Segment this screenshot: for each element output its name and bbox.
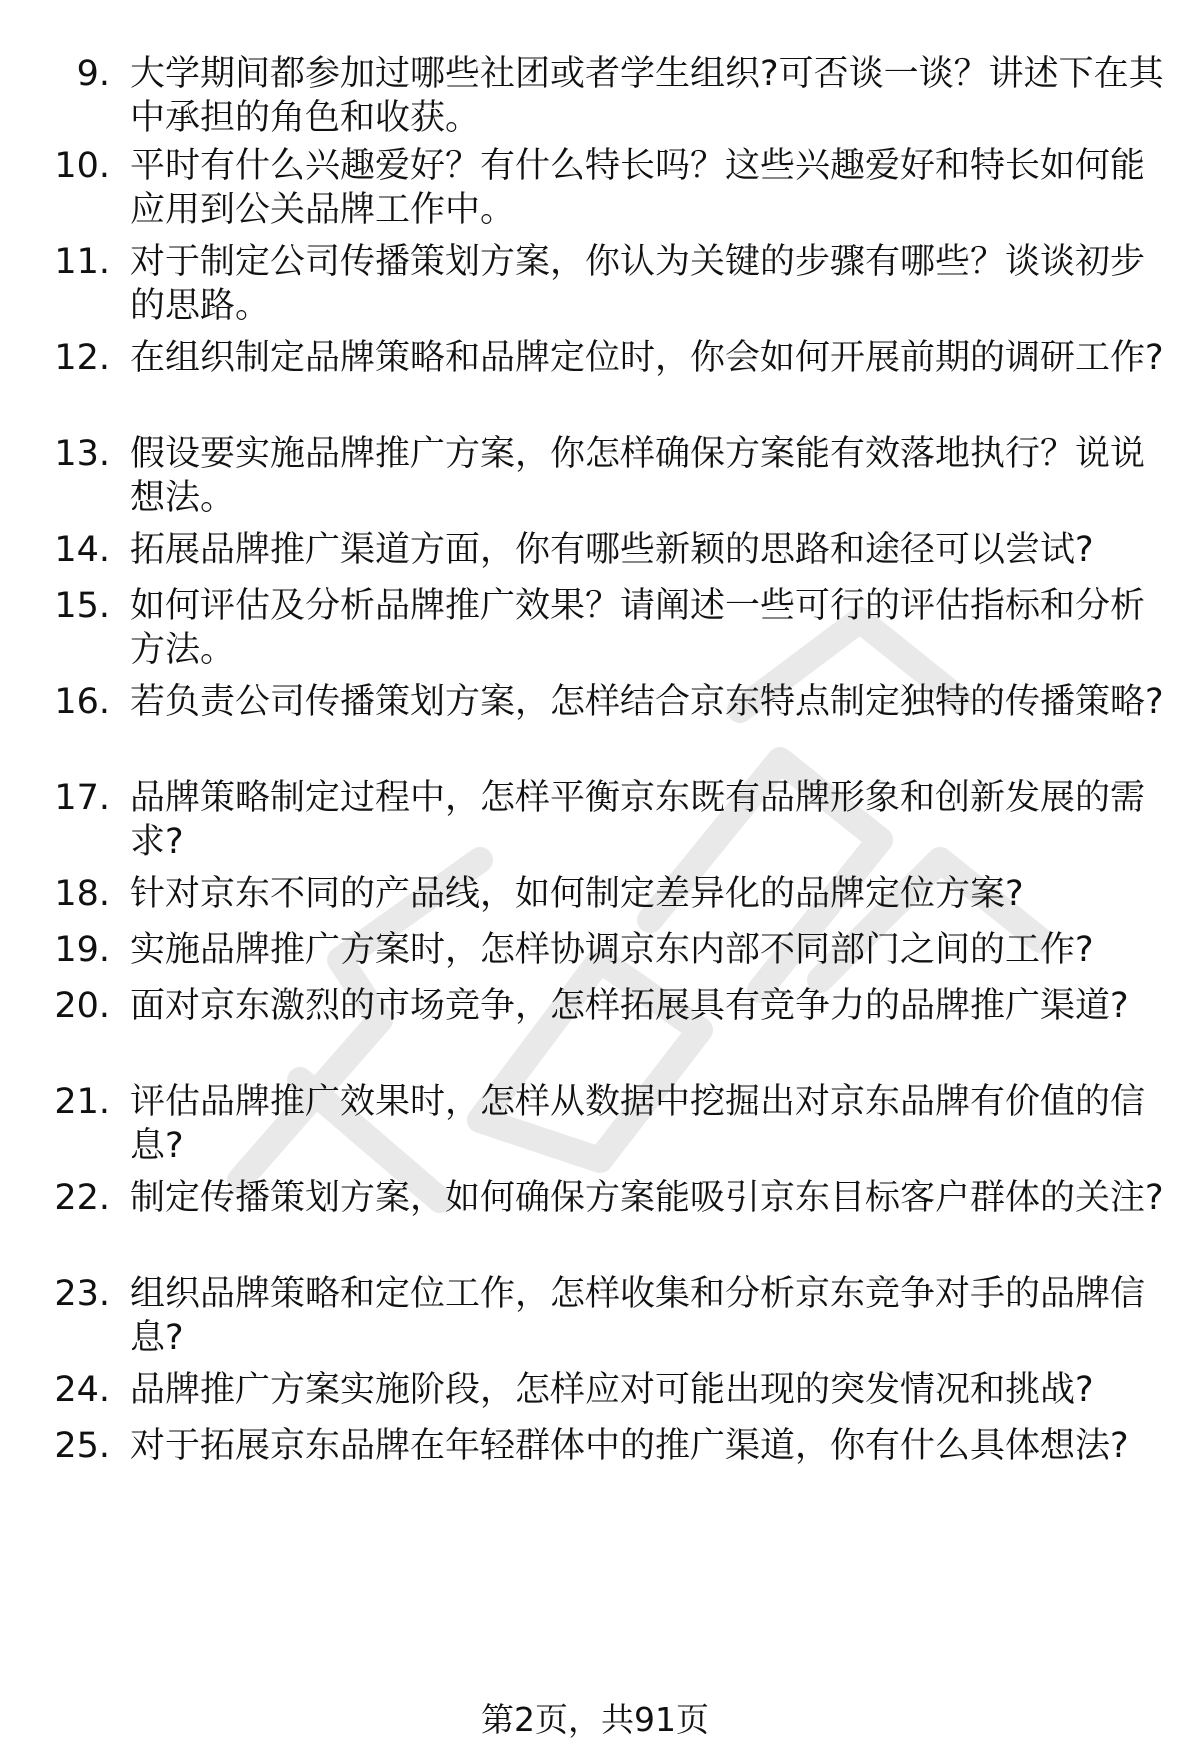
item-text: 组织品牌策略和定位工作，怎样收集和分析京东竞争对手的品牌信息?	[130, 1274, 1146, 1358]
item-number: 16.	[54, 682, 110, 722]
item-number: 24.	[54, 1370, 110, 1410]
item-text: 对于拓展京东品牌在年轻群体中的推广渠道，你有什么具体想法?	[130, 1426, 1129, 1466]
item-text: 大学期间都参加过哪些社团或者学生组织?可否谈一谈？讲述下在其中承担的角色和收获。	[130, 54, 1164, 138]
item-number: 10.	[54, 146, 110, 186]
item-text: 评估品牌推广效果时，怎样从数据中挖掘出对京东品牌有价值的信息?	[130, 1082, 1146, 1166]
item-number: 20.	[54, 986, 110, 1026]
item-number: 21.	[54, 1082, 110, 1122]
item-text: 若负责公司传播策划方案，怎样结合京东特点制定独特的传播策略?	[130, 682, 1164, 722]
item-text: 对于制定公司传播策划方案，你认为关键的步骤有哪些？谈谈初步的思路。	[130, 242, 1146, 326]
item-text: 平时有什么兴趣爱好？有什么特长吗？这些兴趣爱好和特长如何能应用到公关品牌工作中。	[130, 146, 1146, 230]
item-text: 制定传播策划方案，如何确保方案能吸引京东目标客户群体的关注?	[130, 1178, 1164, 1218]
item-text: 拓展品牌推广渠道方面，你有哪些新颖的思路和途径可以尝试?	[130, 530, 1094, 570]
item-number: 11.	[54, 242, 110, 282]
item-text: 品牌推广方案实施阶段，怎样应对可能出现的突发情况和挑战?	[130, 1370, 1094, 1410]
item-number: 15.	[54, 586, 110, 626]
item-text: 品牌策略制定过程中，怎样平衡京东既有品牌形象和创新发展的需求?	[130, 778, 1146, 862]
item-number: 25.	[54, 1426, 110, 1466]
item-number: 9.	[76, 54, 110, 94]
item-text: 面对京东激烈的市场竞争，怎样拓展具有竞争力的品牌推广渠道?	[130, 986, 1129, 1026]
item-number: 14.	[54, 530, 110, 570]
item-text: 针对京东不同的产品线，如何制定差异化的品牌定位方案?	[130, 874, 1024, 914]
item-number: 23.	[54, 1274, 110, 1314]
item-number: 17.	[54, 778, 110, 818]
item-number: 13.	[54, 434, 110, 474]
item-number: 12.	[54, 338, 110, 378]
item-text: 如何评估及分析品牌推广效果？请阐述一些可行的评估指标和分析方法。	[130, 586, 1146, 670]
item-text: 假设要实施品牌推广方案，你怎样确保方案能有效落地执行？说说想法。	[130, 434, 1146, 518]
item-number: 19.	[54, 930, 110, 970]
page-footer: 第2页，共91页	[481, 1700, 709, 1739]
item-text: 实施品牌推广方案时，怎样协调京东内部不同部门之间的工作?	[130, 930, 1094, 970]
item-text: 在组织制定品牌策略和品牌定位时，你会如何开展前期的调研工作?	[130, 338, 1164, 378]
item-number: 22.	[54, 1178, 110, 1218]
item-number: 18.	[54, 874, 110, 914]
